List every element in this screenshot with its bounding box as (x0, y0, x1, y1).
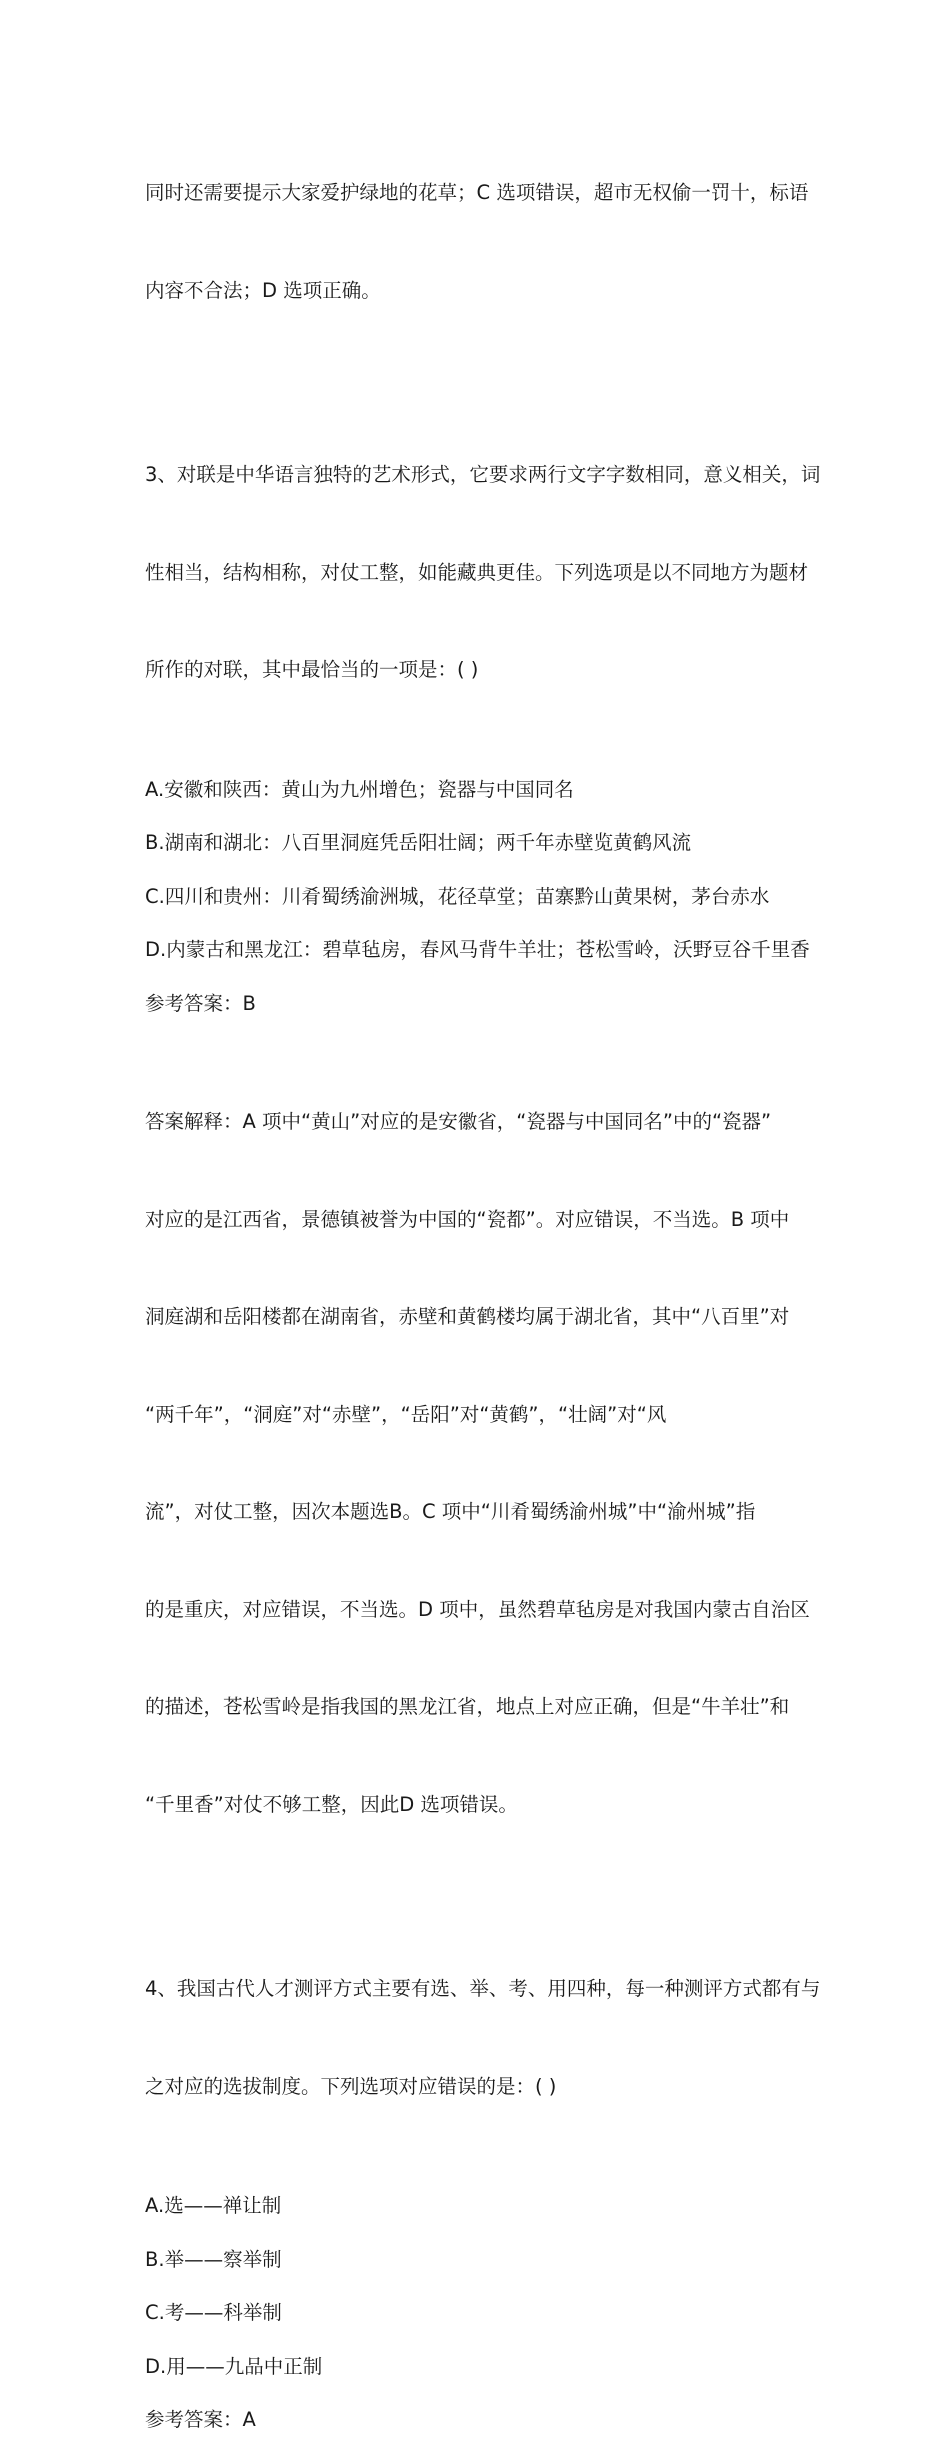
text-line: 同时还需要提示大家爱护绿地的花草；C 选项错误，超市无权偷一罚十，标语 (145, 181, 809, 204)
question-4-option-b: B.举——察举制 (145, 2247, 282, 2271)
question-3-option-d: D.内蒙古和黑龙江：碧草毡房，春风马背牛羊壮；苍松雪岭，沃野豆谷千里香 (145, 938, 810, 961)
question-3-explanation (145, 1041, 817, 1886)
question-3-option-b: B.湖南和湖北：八百里洞庭凭岳阳壮阔；两千年赤壁览黄鹤风流 (145, 831, 692, 854)
question-3-option-c: C.四川和贵州：川肴蜀绣渝洲城，花径草堂；苗寨黔山黄果树，茅台赤水 (145, 884, 770, 908)
text-line: “千里香”对仗不够工整，因此D 选项错误。 (145, 1792, 518, 1816)
text-line: 答案解释：A 项中“黄山”对应的是安徽省，“瓷器与中国同名”中的“瓷器” (145, 1110, 772, 1133)
text-line: 内容不合法；D 选项正确。 (145, 278, 381, 302)
text-line: 所作的对联，其中最恰当的一项是：( ) (145, 658, 479, 681)
question-4-answer: 参考答案：A (145, 2408, 256, 2431)
text-line: 3、对联是中华语言独特的艺术形式，它要求两行文字字数相同，意义相关，词 (145, 463, 821, 486)
text-line: 洞庭湖和岳阳楼都在湖南省，赤壁和黄鹤楼均属于湖北省，其中“八百里”对 (145, 1305, 790, 1328)
text-line: 的描述，苍松雪岭是指我国的黑龙江省，地点上对应正确，但是“牛羊壮”和 (145, 1695, 790, 1718)
question-3-answer: 参考答案：B (145, 991, 256, 1015)
previous-explanation-continuation (145, 112, 817, 372)
text-line: 对应的是江西省，景德镇被誉为中国的“瓷都”。对应错误，不当选。B 项中 (145, 1207, 790, 1231)
question-4-stem (145, 1908, 821, 2168)
text-line: 流”，对仗工整，因次本题选B。C 项中“川肴蜀绣渝州城”中“渝州城”指 (145, 1500, 756, 1523)
question-4-option-d: D.用——九品中正制 (145, 2354, 323, 2378)
question-4-option-a: A.选——禅让制 (145, 2194, 282, 2217)
text-line: 性相当，结构相称，对仗工整，如能藏典更佳。下列选项是以不同地方为题材 (145, 560, 809, 584)
question-4-option-c: C.考——科举制 (145, 2301, 282, 2324)
question-3-option-a: A.安徽和陕西：黄山为九州增色；瓷器与中国同名 (145, 777, 574, 801)
question-3-stem (145, 394, 821, 752)
text-line: 的是重庆，对应错误，不当选。D 项中，虽然碧草毡房是对我国内蒙古自治区 (145, 1597, 810, 1621)
text-line: 之对应的选拔制度。下列选项对应错误的是：( ) (145, 2074, 557, 2098)
text-line: 4、我国古代人才测评方式主要有选、举、考、用四种，每一种测评方式都有与 (145, 1977, 821, 2000)
text-line: “两千年”，“洞庭”对“赤壁”，“岳阳”对“黄鹤”，“壮阔”对“风 (145, 1402, 667, 1426)
document-page (145, 112, 821, 2458)
